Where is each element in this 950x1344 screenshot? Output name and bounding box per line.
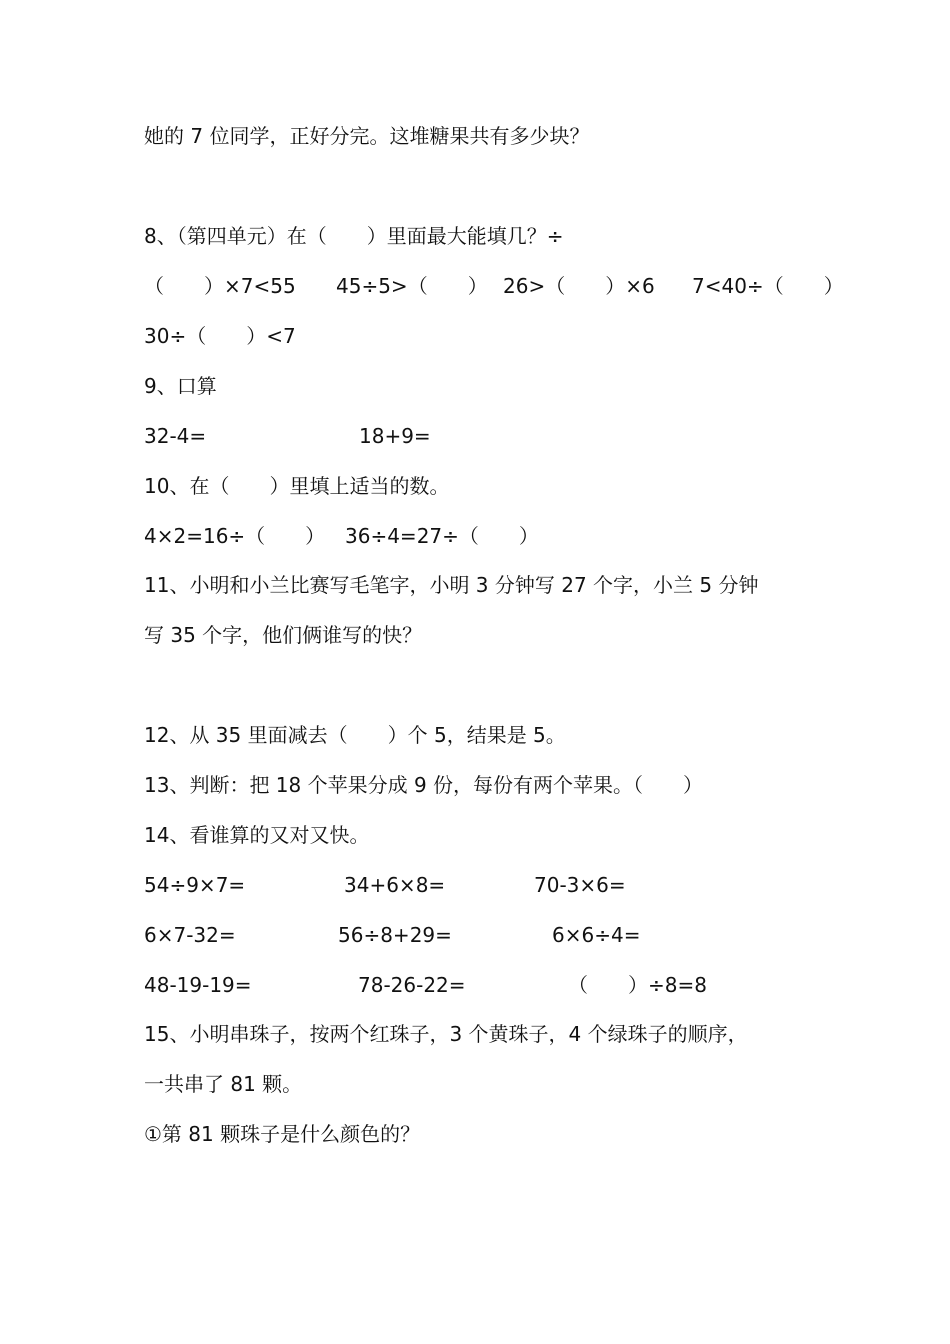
problem-8-item-b: 45÷5>（ ） [336,274,488,298]
problem-11-line-1: 11、小明和小兰比赛写毛笔字，小明 3 分钟写 27 个字，小兰 5 分钟 [144,573,759,597]
problem-10-item-a: 4×2=16÷（ ） [144,524,326,548]
problem-9-title: 9、口算 [144,374,217,398]
problem-14-title: 14、看谁算的又对又快。 [144,823,370,847]
problem-12: 12、从 35 里面减去（ ）个 5，结果是 5。 [144,723,566,747]
problem-15-question-1: ①第 81 颗珠子是什么颜色的？ [144,1122,421,1146]
problem-8-item-a: （ ）×7<55 [144,274,296,298]
problem-13: 13、判断：把 18 个苹果分成 9 份，每份有两个苹果。（ ） [144,773,704,797]
problem-14-row-1-item-a: 54÷9×7= [144,873,246,897]
problem-15-line-2: 一共串了 81 颗。 [144,1072,303,1096]
problem-14-row-3 [144,970,744,1000]
problem-14-row-2 [144,920,744,950]
problem-9-row [144,421,644,451]
problem-14-row-1-item-c: 70-3×6= [534,873,626,897]
problem-8-item-c: 26>（ ）×6 [503,274,655,298]
problem-10-row [144,521,644,551]
problem-11-line-2: 写 35 个字，他们俩谁写的快？ [144,623,423,647]
problem-8-item-d: 7<40÷（ ） [692,274,844,298]
problem-14-row-3-item-c: （ ）÷8=8 [568,973,707,997]
problem-14-row-1-item-b: 34+6×8= [344,873,446,897]
problem-7-continuation: 她的 7 位同学，正好分完。这堆糖果共有多少块？ [144,124,590,148]
problem-8-title: 8、（第四单元）在（ ）里面最大能填几？÷ [144,224,564,248]
problem-9-item-a: 32-4= [144,424,207,448]
problem-14-row-3-item-b: 78-26-22= [358,973,466,997]
problem-10-item-b: 36÷4=27÷（ ） [345,524,539,548]
problem-10-title: 10、在（ ）里填上适当的数。 [144,474,450,498]
problem-14-row-2-item-a: 6×7-32= [144,923,236,947]
problem-8-row-2: 30÷（ ）<7 [144,324,296,348]
problem-14-row-2-item-b: 56÷8+29= [338,923,452,947]
problem-14-row-3-item-a: 48-19-19= [144,973,252,997]
problem-8-row-1 [144,271,844,301]
problem-9-item-b: 18+9= [359,424,431,448]
problem-14-row-1 [144,870,744,900]
problem-14-row-2-item-c: 6×6÷4= [552,923,641,947]
problem-15-line-1: 15、小明串珠子，按两个红珠子，3 个黄珠子，4 个绿珠子的顺序， [144,1022,748,1046]
